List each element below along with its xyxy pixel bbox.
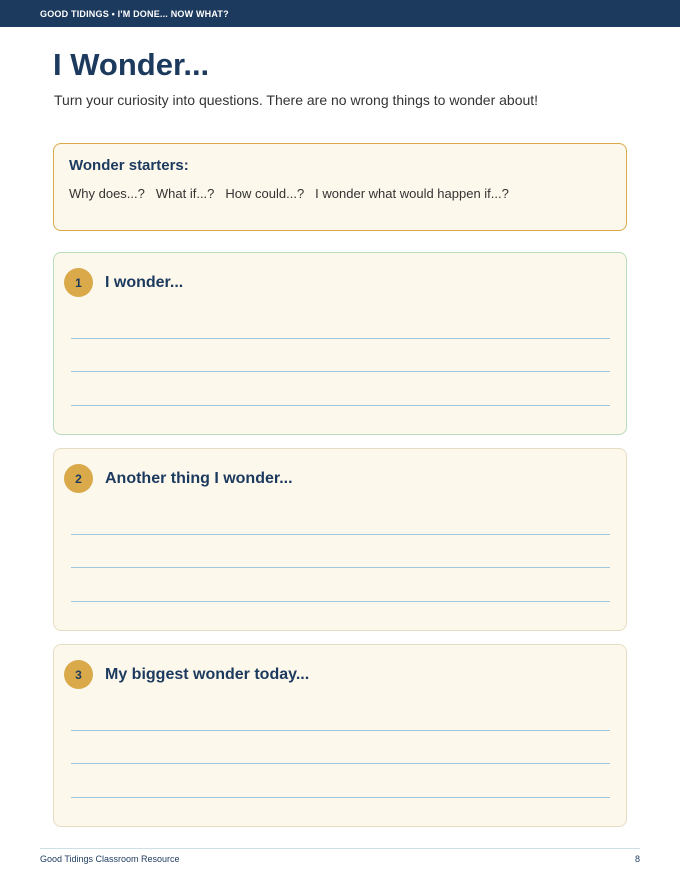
writing-line[interactable] [71,567,610,568]
card-heading: I wonder... [105,274,184,291]
wonder-card-3 [53,644,627,827]
wonder-starters-box [53,143,627,231]
writing-line[interactable] [71,371,610,372]
starter-item: Why does...? [69,186,145,201]
page-number: 8 [634,854,640,864]
number-badge: 3 [64,660,93,689]
wonder-card-2 [53,448,627,631]
page-title: I Wonder... [53,47,210,82]
banner-text: GOOD TIDINGS • I'M DONE... NOW WHAT? [40,8,229,19]
card-heading: Another thing I wonder... [105,470,293,487]
wonder-starters-list [69,186,520,201]
top-banner [0,0,680,27]
footer-source: Good Tidings Classroom Resource [40,854,180,864]
wonder-starters-heading: Wonder starters: [69,157,189,174]
page-subtitle: Turn your curiosity into questions. There are no wrong things to wonder about! [54,92,539,108]
writing-line[interactable] [71,797,610,798]
starter-item: What if...? [155,186,215,201]
writing-line[interactable] [71,534,610,535]
card-heading: My biggest wonder today... [105,666,310,683]
footer-divider [40,848,640,849]
starter-item: How could...? [225,186,305,201]
writing-line[interactable] [71,601,610,602]
writing-line[interactable] [71,763,610,764]
starter-item: I wonder what would happen if...? [315,186,509,201]
wonder-card-1 [53,252,627,435]
writing-line[interactable] [71,730,610,731]
number-badge: 2 [64,464,93,493]
writing-line[interactable] [71,405,610,406]
writing-line[interactable] [71,338,610,339]
number-badge: 1 [64,268,93,297]
